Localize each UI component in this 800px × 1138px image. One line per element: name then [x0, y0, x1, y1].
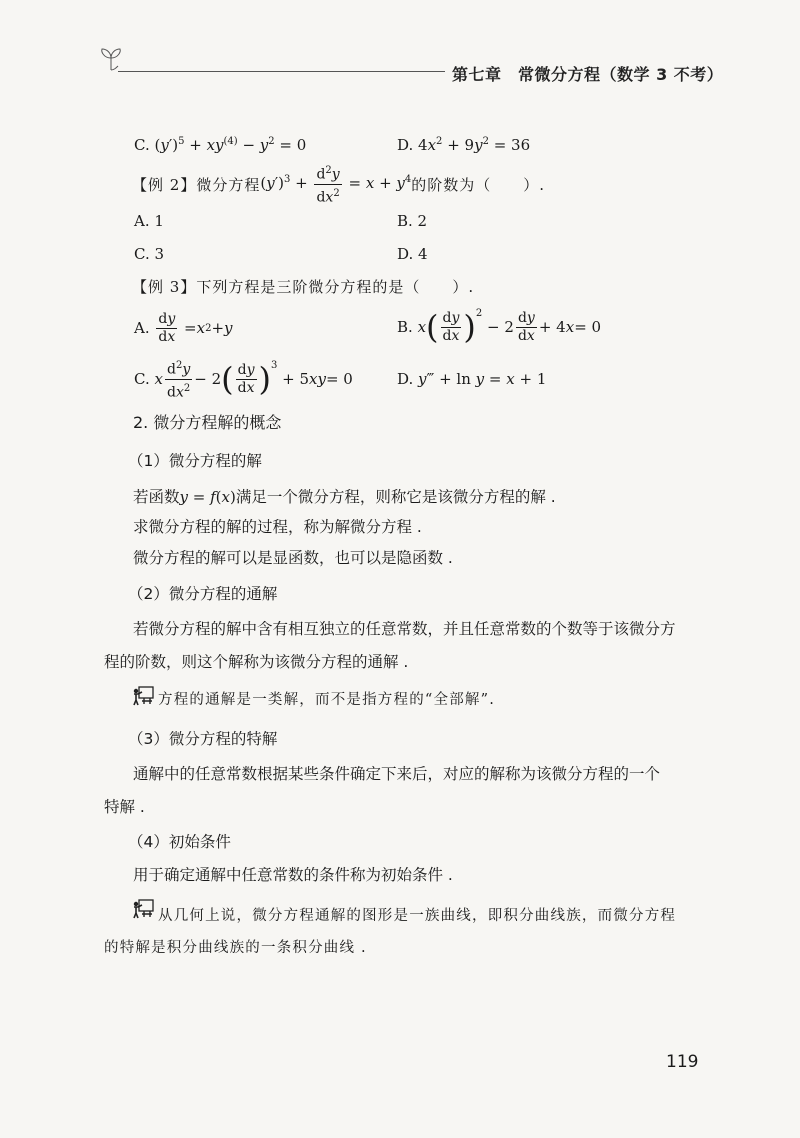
- header-rule: [118, 71, 445, 72]
- ex2-label: 例 2: [148, 175, 181, 194]
- leaf-ornament-icon: [100, 48, 122, 72]
- option-c-label: C.: [134, 136, 150, 154]
- note-2-line-2: 的特解是积分曲线族的一条积分曲线 .: [104, 940, 367, 956]
- paragraph-5-line-1: 通解中的任意常数根据某些条件确定下来后，对应的解称为该微分方程的一个: [133, 765, 661, 783]
- p1-suffix: 满足一个微分方程，则称它是该微分方程的解 .: [235, 488, 556, 506]
- section-2-title: 2. 微分方程解的概念: [133, 413, 282, 432]
- ex3-option-a: A. $\frac{dy}{dx}$ = x 2 + y: [134, 310, 233, 345]
- paragraph-5-line-2: 特解 .: [104, 798, 145, 816]
- ex3-label: 例 3: [148, 278, 181, 296]
- ex2-option-d: D. 4: [397, 245, 428, 263]
- ex3-option-d: D. y‴ + ln y = x + 1: [397, 370, 547, 388]
- option-d-label: D.: [397, 136, 414, 154]
- chapter-title: 第七章 常微分方程（数学 3 不考）: [452, 65, 724, 84]
- subsection-2-title: （2）微分方程的通解: [128, 585, 278, 603]
- note-1: 方程的通解是一类解，而不是指方程的“全部解”.: [158, 692, 496, 708]
- example-2: [132, 162, 545, 206]
- ex2-option-c: C. 3: [134, 245, 165, 263]
- page-number: 119: [666, 1052, 699, 1072]
- ex3-b-label: B.: [397, 318, 413, 336]
- ex2-suffix: 的阶数为（ ）.: [411, 175, 546, 194]
- subsection-4-title: （4）初始条件: [128, 833, 231, 851]
- paragraph-4-line-1: 若微分方程的解中含有相互独立的任意常数，并且任意常数的个数等于该微分方: [133, 620, 676, 638]
- note-2-line-1: 从几何上说，微分方程通解的图形是一族曲线，即积分曲线族，而微分方程: [158, 908, 677, 924]
- ex3-a-label: A.: [134, 319, 150, 337]
- p1-formula: y = f(x): [179, 488, 236, 506]
- subsection-3-title: （3）微分方程的特解: [128, 730, 278, 748]
- ex3-c-label: C.: [134, 370, 150, 388]
- subsection-1-title: （1）微分方程的解: [128, 452, 262, 470]
- p1-prefix: 若函数: [133, 488, 180, 506]
- example-3: [132, 276, 474, 297]
- ex2-option-a: A. 1: [134, 212, 164, 230]
- ex2-prefix: 微分方程: [196, 175, 261, 194]
- paragraph-6: 用于确定通解中任意常数的条件称为初始条件 .: [133, 866, 453, 884]
- ex2-option-b: B. 2: [397, 212, 428, 230]
- teacher-note-icon: [132, 686, 154, 706]
- paragraph-4-line-2: 程的阶数，则这个解称为该微分方程的通解 .: [104, 653, 409, 671]
- ex2-bracket-close: 】: [180, 175, 197, 194]
- ex3-d-label: D.: [397, 370, 414, 388]
- ex3-bracket-open: 【: [132, 278, 149, 296]
- ex2-equation: $(y')^3$ + $\frac{d^2y}{dx^2}$ = $x + y^4$: [260, 162, 411, 206]
- option-c-top: C. $(y')^5 + xy^{(4)} - y^2 = 0$: [134, 136, 307, 154]
- ex3-text: 下列方程是三阶微分方程的是（ ）.: [196, 278, 475, 296]
- ex3-option-c: C. x $\frac{d^2y}{dx^2}$ − 2 ( $\frac{dy}{dx}$ ) $^3$ + 5 xy = 0: [134, 356, 353, 402]
- ex3-option-b: B. x ( $\frac{dy}{dx}$ ) $^2$ − 2 $\frac{dy}{dx}$ + 4 x = 0: [397, 308, 602, 346]
- paragraph-2: 求微分方程的解的过程，称为解微分方程 .: [133, 518, 422, 536]
- paragraph-1: [133, 485, 556, 507]
- ex3-bracket-close: 】: [180, 278, 197, 296]
- paragraph-3: 微分方程的解可以是显函数，也可以是隐函数 .: [133, 549, 453, 567]
- option-d-top: D. $4x^2 + 9y^2 = 36$: [397, 136, 531, 154]
- teacher-note-icon-2: [132, 899, 154, 919]
- ex2-bracket-open: 【: [132, 175, 149, 194]
